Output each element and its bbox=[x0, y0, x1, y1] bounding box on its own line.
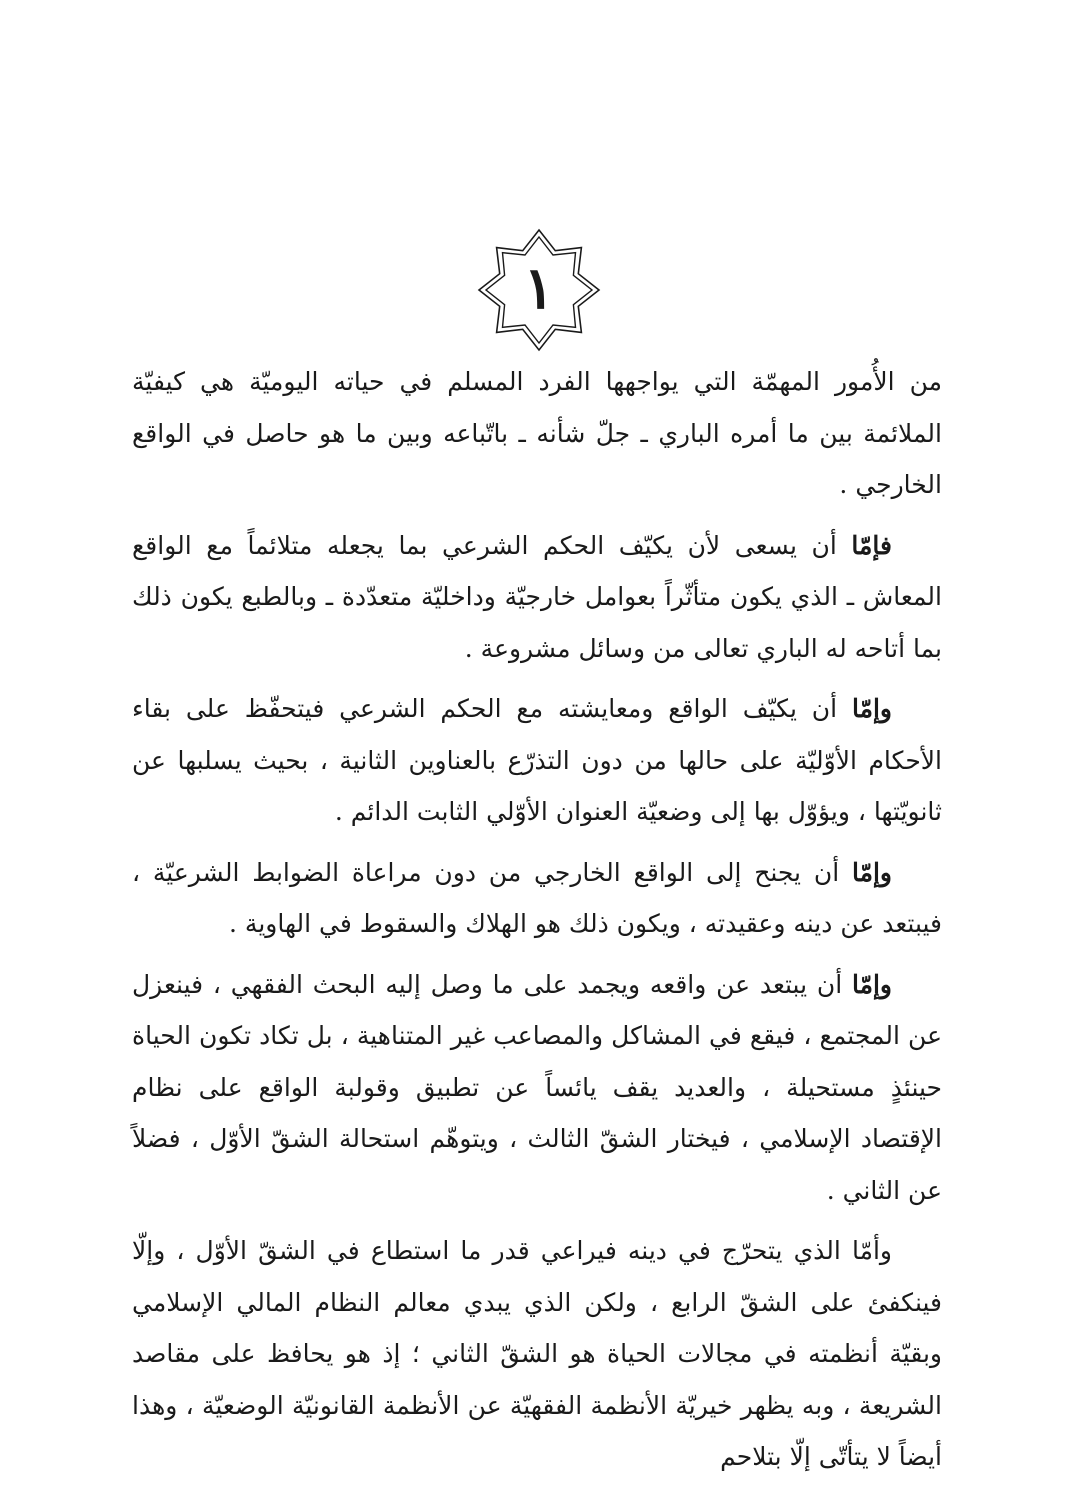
paragraph-text: من الأُمور المهمّة التي يواجهها الفرد المسلم في حياته اليوميّة هي كيفيّة الملائمة بين ما أمره الباري ـ جلّ شأنه ـ باتّباعه وبين ما هو حاصل في الواقع الخارجي . bbox=[132, 367, 942, 499]
paragraph-5 bbox=[132, 959, 942, 1217]
chapter-body-text bbox=[132, 356, 942, 1492]
paragraph-text: أن يبتعد عن واقعه ويجمد على ما وصل إليه البحث الفقهي ، فينعزل عن المجتمع ، فيقع في المشاكل والمصاعب غير المتناهية ، بل تكاد تكون الحياة حينئذٍ مستحيلة ، والعديد يقف يائساً عن تطبيق وقولبة الواقع على نظام الإقتصاد الإسلامي ، فيختار الشقّ الثالث ، ويتوهّم استحالة الشقّ الأوّل ، فضلاً عن الثاني . bbox=[132, 969, 942, 1205]
paragraph-3 bbox=[132, 683, 942, 838]
paragraph-text: وأمّا الذي يتحرّج في دينه فيراعي قدر ما استطاع في الشقّ الأوّل ، وإلّا فينكفئ على الشقّ الرابع ، ولكن الذي يبدي معالم النظام المالي الإسلامي وبقيّة أنظمته في مجالات الحياة هو الشقّ الثاني ؛ إذ هو يحافظ على مقاصد الشريعة ، وبه يظهر خيريّة الأنظمة الفقهيّة عن الأنظمة القانونيّة الوضعيّة ، وهذا أيضاً لا يتأتّى إلّا بتلاحم bbox=[132, 1236, 943, 1471]
paragraph-6 bbox=[132, 1225, 942, 1483]
paragraph-lead-word: وإمّا bbox=[851, 857, 892, 887]
paragraph-lead-word: وإمّا bbox=[851, 969, 892, 999]
paragraph-text: أن يكيّف الواقع ومعايشته مع الحكم الشرعي فيتحفّظ على بقاء الأحكام الأوّليّة على حالها من دون التذرّع بالعناوين الثانية ، بحيث يسلبها عن ثانويّتها ، ويؤوّل بها إلى وضعيّة العنوان الأوّلي الثابت الدائم . bbox=[132, 694, 942, 826]
paragraph-lead-word: فإمّا bbox=[851, 530, 892, 560]
paragraph-text: أن يجنح إلى الواقع الخارجي من دون مراعاة الضوابط الشرعيّة ، فيبتعد عن دينه وعقيدته ، ويكون ذلك هو الهلاك والسقوط في الهاوية . bbox=[132, 857, 942, 938]
paragraph-4 bbox=[132, 847, 942, 950]
chapter-number: ١ bbox=[523, 254, 555, 322]
paragraph-text: أن يسعى لأن يكيّف الحكم الشرعي بما يجعله متلائماً مع الواقع المعاش ـ الذي يكون متأثّراً بعوامل خارجيّة وداخليّة متعدّدة ـ وبالطبع يكون ذلك بما أتاحه له الباري تعالى من وسائل مشروعة . bbox=[132, 530, 942, 663]
chapter-badge bbox=[477, 228, 601, 352]
paragraph-lead-word: وإمّا bbox=[851, 694, 892, 723]
paragraph-1 bbox=[132, 356, 942, 511]
paragraph-2 bbox=[132, 520, 942, 675]
